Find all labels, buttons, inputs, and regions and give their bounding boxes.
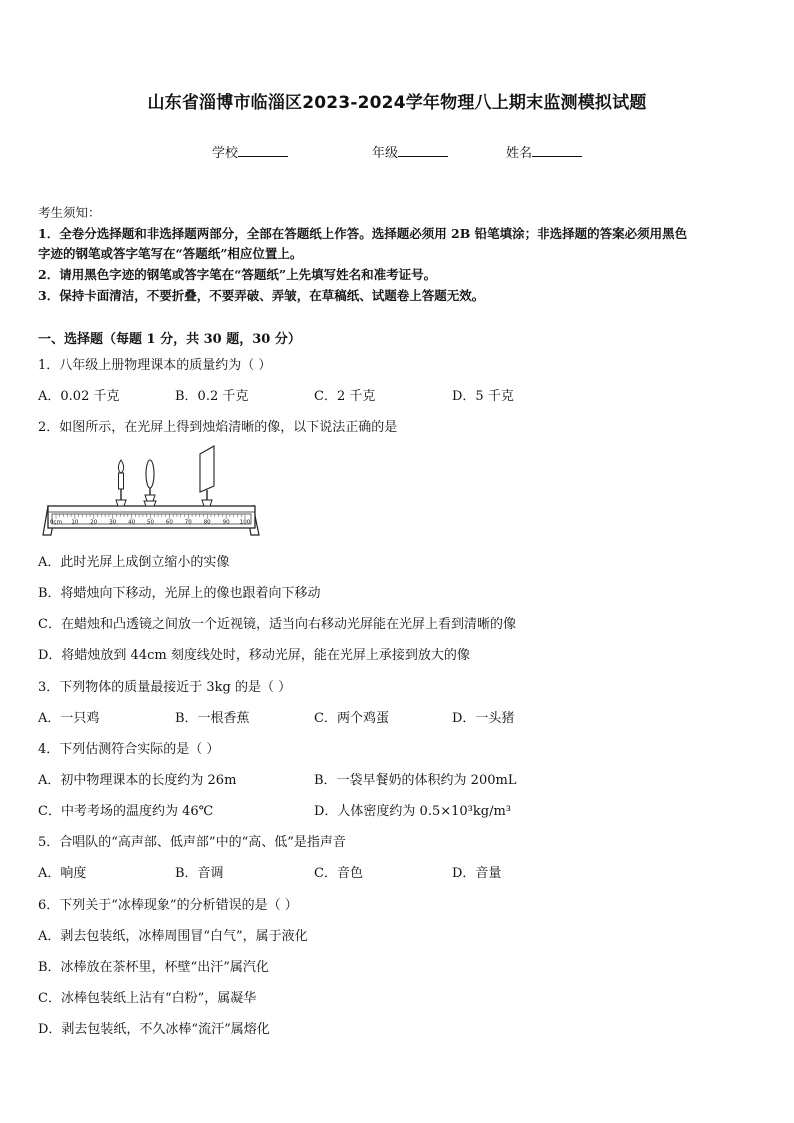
name-blank[interactable] bbox=[532, 144, 582, 157]
ruler-tick-label: 40 bbox=[128, 519, 136, 526]
notice-heading: 考生须知： bbox=[38, 205, 101, 220]
ruler-tick-label: 100 bbox=[239, 519, 251, 526]
option-b[interactable]: B．音调 bbox=[175, 866, 224, 881]
option-d[interactable]: D．音量 bbox=[452, 866, 502, 881]
option-c[interactable]: C．两个鸡蛋 bbox=[314, 711, 389, 726]
question-stem: 2．如图所示，在光屏上得到烛焰清晰的像，以下说法正确的是 bbox=[38, 420, 398, 435]
question-stem: 6．下列关于“冰棒现象”的分析错误的是（ ） bbox=[38, 898, 298, 913]
option-c[interactable]: C．2 千克 bbox=[314, 389, 376, 404]
ruler-tick-label: 90 bbox=[222, 519, 230, 526]
notice-line: 2．请用黑色字迹的钢笔或答字笔在“答题纸”上先填写姓名和准考证号。 bbox=[38, 267, 437, 282]
grade-field bbox=[372, 142, 448, 161]
option-d[interactable]: D．一头猪 bbox=[452, 711, 515, 726]
option-a[interactable]: A．此时光屏上成倒立缩小的实像 bbox=[38, 555, 230, 570]
option-b[interactable]: B．0.2 千克 bbox=[175, 389, 249, 404]
light-screen bbox=[200, 446, 214, 506]
question-stem: 4．下列估测符合实际的是（ ） bbox=[38, 742, 220, 757]
ruler-tick-label: 30 bbox=[109, 519, 117, 526]
name-label: 姓名 bbox=[506, 146, 533, 161]
school-label: 学校 bbox=[212, 146, 239, 161]
candle bbox=[116, 460, 126, 506]
grade-label: 年级 bbox=[372, 146, 399, 161]
option-a[interactable]: A．一只鸡 bbox=[38, 711, 100, 726]
school-blank[interactable] bbox=[238, 144, 288, 157]
option-d[interactable]: D．剥去包装纸，不久冰棒“流汗”属熔化 bbox=[38, 1022, 270, 1037]
option-b[interactable]: B．一根香蕉 bbox=[175, 711, 250, 726]
option-d[interactable]: D．5 千克 bbox=[452, 389, 514, 404]
name-field bbox=[506, 142, 582, 161]
ruler-tick-label: 10 bbox=[71, 519, 79, 526]
option-b[interactable]: B．一袋早餐奶的体积约为 200mL bbox=[314, 773, 517, 788]
ruler-tick-label: 60 bbox=[165, 519, 173, 526]
option-c[interactable]: C．中考考场的温度约为 46℃ bbox=[38, 804, 214, 819]
option-d[interactable]: D．将蜡烛放到 44cm 刻度线处时，移动光屏，能在光屏上承接到放大的像 bbox=[38, 648, 470, 663]
convex-lens bbox=[144, 460, 156, 506]
question-stem: 1．八年级上册物理课本的质量约为（ ） bbox=[38, 358, 272, 373]
question-stem: 5．合唱队的“高声部、低声部”中的“高、低”是指声音 bbox=[38, 835, 346, 850]
school-field bbox=[212, 142, 288, 161]
option-a[interactable]: A．剥去包装纸，冰棒周围冒“白气”，属于液化 bbox=[38, 929, 308, 944]
page-title: 山东省淄博市临淄区2023-2024学年物理八上期末监测模拟试题 bbox=[147, 93, 647, 113]
question-stem: 3．下列物体的质量最接近于 3kg 的是（ ） bbox=[38, 680, 292, 695]
notice-line: 字迹的钢笔或答字笔写在“答题纸”相应位置上。 bbox=[38, 246, 303, 261]
grade-blank[interactable] bbox=[398, 144, 448, 157]
option-c[interactable]: C．在蜡烛和凸透镜之间放一个近视镜，适当向右移动光屏能在光屏上看到清晰的像 bbox=[38, 617, 516, 632]
ruler-tick-label: 0cm bbox=[50, 519, 62, 526]
notice-line: 3．保持卡面清洁，不要折叠，不要弄破、弄皱，在草稿纸、试题卷上答题无效。 bbox=[38, 288, 485, 303]
ruler-tick-label: 20 bbox=[90, 519, 98, 526]
ruler-tick-label: 70 bbox=[184, 519, 192, 526]
section-title: 一、选择题（每题 1 分，共 30 题，30 分） bbox=[38, 332, 301, 347]
optical-bench-figure bbox=[40, 440, 270, 540]
option-a[interactable]: A．0.02 千克 bbox=[38, 389, 120, 404]
option-d[interactable]: D．人体密度约为 0.5×10³kg/m³ bbox=[314, 804, 511, 819]
option-c[interactable]: C．音色 bbox=[314, 866, 363, 881]
option-b[interactable]: B．冰棒放在茶杯里，杯壁“出汗”属汽化 bbox=[38, 960, 269, 975]
ruler-tick-label: 80 bbox=[203, 519, 211, 526]
ruler-tick-label: 50 bbox=[147, 519, 154, 526]
notice-line: 1．全卷分选择题和非选择题两部分，全部在答题纸上作答。选择题必须用 2B 铅笔填涂；非选择题的答案必须用黑色 bbox=[38, 226, 688, 241]
option-a[interactable]: A．响度 bbox=[38, 866, 87, 881]
option-c[interactable]: C．冰棒包装纸上沾有“白粉”，属凝华 bbox=[38, 991, 257, 1006]
option-b[interactable]: B．将蜡烛向下移动，光屏上的像也跟着向下移动 bbox=[38, 586, 321, 601]
option-a[interactable]: A．初中物理课本的长度约为 26m bbox=[38, 773, 237, 788]
